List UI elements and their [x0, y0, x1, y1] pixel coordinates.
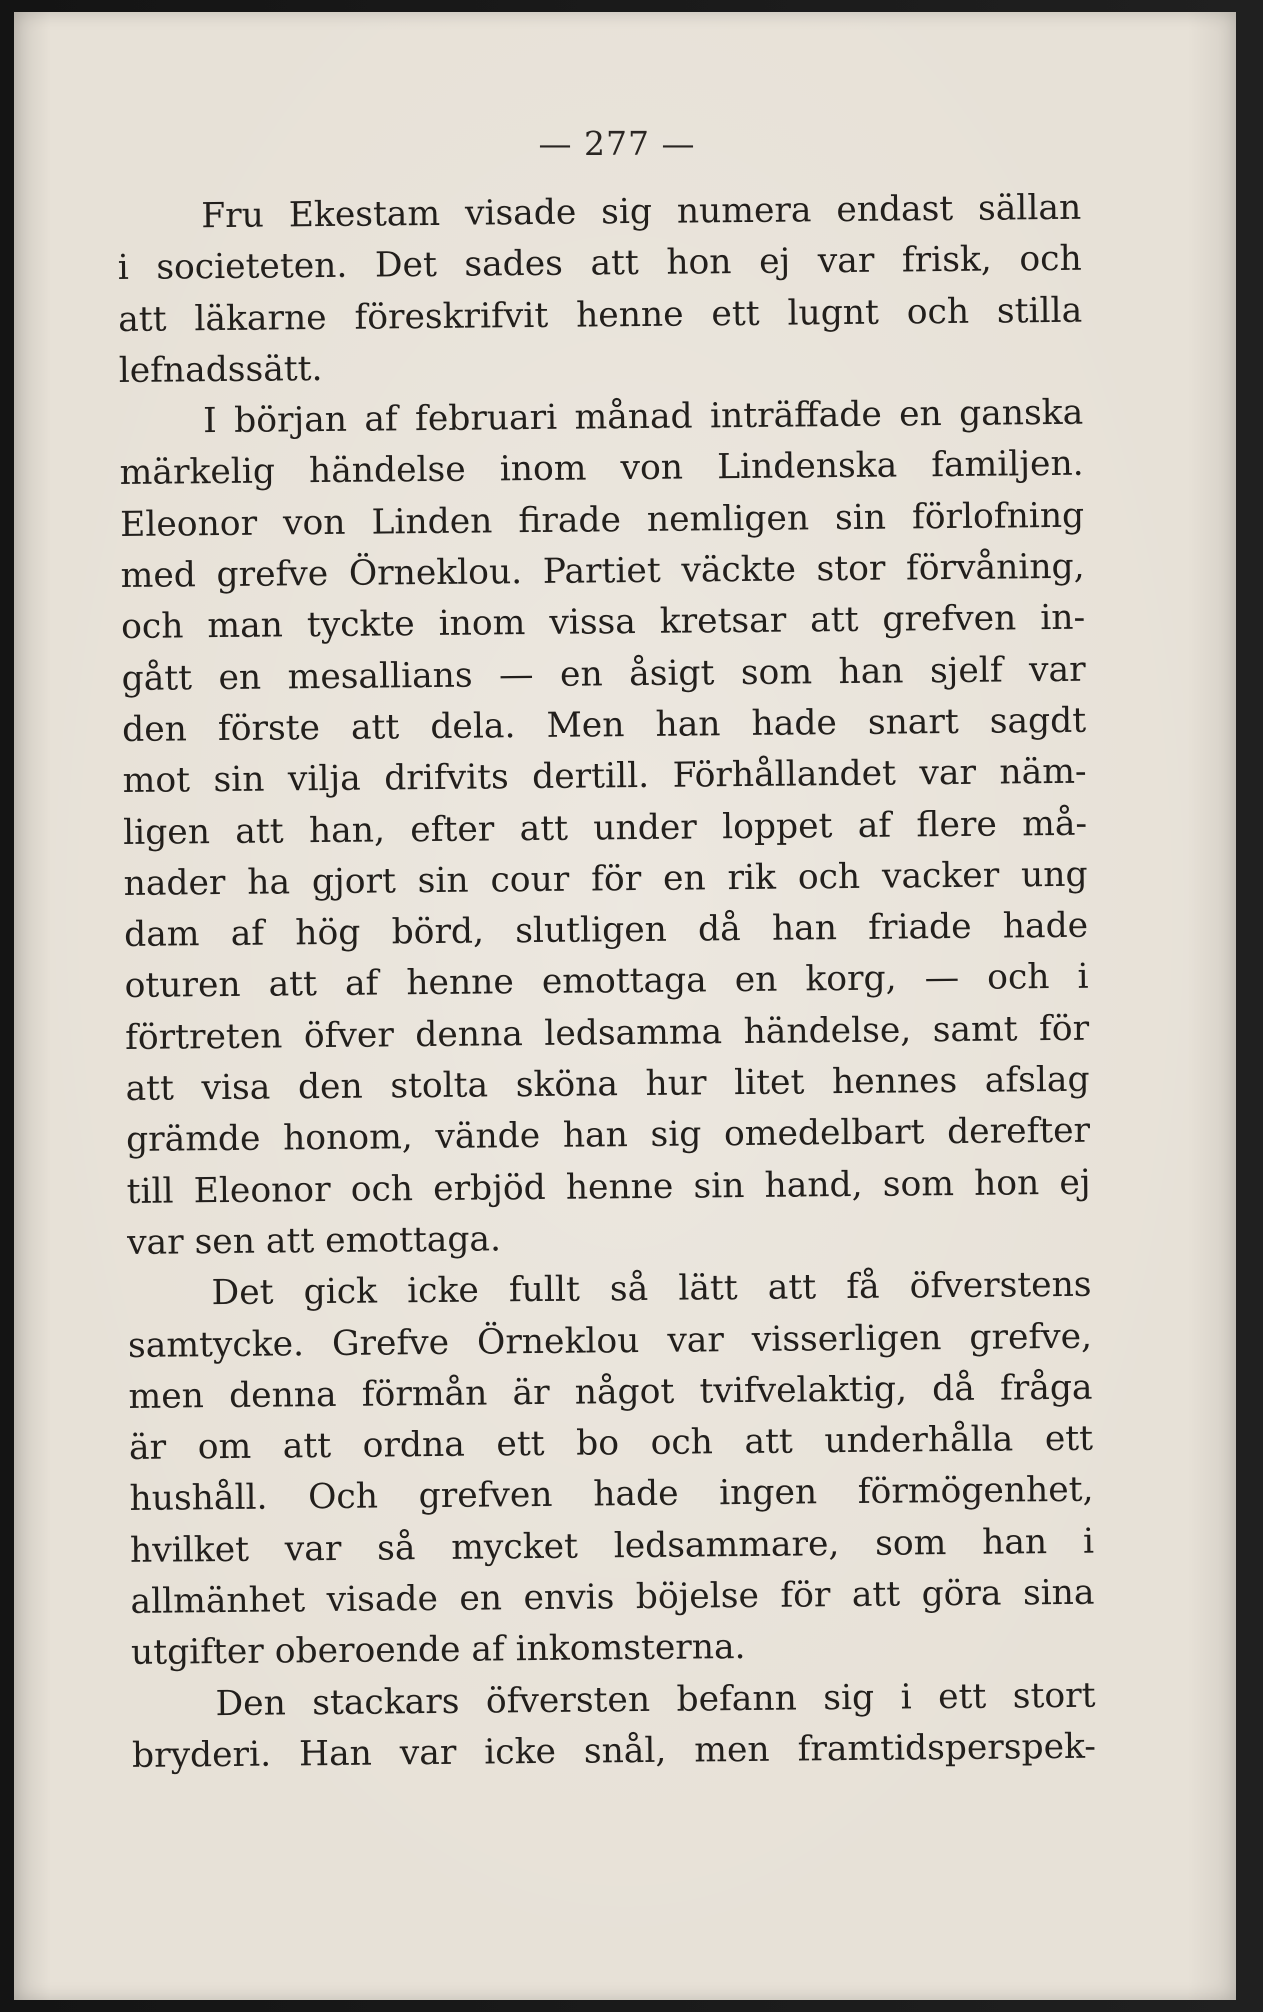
- text-line: hushåll. Och grefven hade ingen förmögenhet,: [129, 1470, 1094, 1520]
- text-line: men denna förmån är något tvifvelaktig, då fråga: [128, 1367, 1093, 1417]
- text-line: och man tyckte inom vissa kretsar att grefven in-: [120, 598, 1086, 648]
- page-number: — 277 —: [538, 124, 696, 163]
- text-line: oturen att af henne emottaga en korg, — och i: [124, 957, 1089, 1007]
- text-line: gått en mesallians — en åsigt som han sjelf var: [121, 649, 1086, 699]
- text-line: var sen att emottaga.: [126, 1219, 502, 1263]
- text-line: Eleonor von Linden firade nemligen sin förlofning: [120, 495, 1085, 545]
- text-line: är om att ordna ett bo och att underhålla ett: [128, 1418, 1094, 1469]
- text-line: hvilket var så mycket ledsammare, som han i: [129, 1521, 1095, 1571]
- text-line: mot sin vilja drifvits dertill. Förhållandet var näm-: [122, 751, 1087, 802]
- text-line: samtycke. Grefve Örneklou var visserligen grefve,: [127, 1316, 1093, 1366]
- body-text: [117, 183, 1096, 1782]
- text-line: att läkarne föreskrifvit henne ett lugnt och stilla: [118, 290, 1083, 340]
- text-line: att visa den stolta sköna hur litet hennes afslag: [125, 1059, 1090, 1110]
- text-line: allmänhet visade en envis böjelse för att göra sina: [130, 1572, 1095, 1622]
- text-line: förtreten öfver denna ledsamma händelse, samt för: [124, 1008, 1090, 1058]
- text-line: den förste att dela. Men han hade snart sagdt: [121, 700, 1087, 750]
- text-line: till Eleonor och erbjöd henne sin hand, som hon ej: [126, 1162, 1091, 1212]
- text-line: ligen att han, efter att under loppet af flere må-: [122, 803, 1088, 853]
- text-line: Det gick icke fullt så lätt att få öfverstens: [211, 1264, 1092, 1314]
- text-line: nader ha gjort sin cour för en rik och vacker ung: [123, 854, 1088, 904]
- text-line: i societeten. Det sades att hon ej var frisk, och: [117, 239, 1082, 289]
- text-line: Fru Ekestam visade sig numera endast sällan: [201, 187, 1082, 237]
- text-line: grämde honom, vände han sig omedelbart derefter: [125, 1111, 1091, 1161]
- text-line: märkelig händelse inom von Lindenska familjen.: [119, 444, 1084, 494]
- text-line: utgifter oberoende af inkomsterna.: [130, 1627, 746, 1674]
- text-line: bryderi. Han var icke snål, men framtidsperspek-: [131, 1726, 1097, 1776]
- text-line: dam af hög börd, slutligen då han friade hade: [123, 905, 1089, 956]
- text-line: I början af februari månad inträffade en ganska: [203, 392, 1084, 442]
- text-line: med grefve Örneklou. Partiet väckte stor förvåning,: [120, 546, 1085, 597]
- text-line: Den stackars öfversten befann sig i ett stort: [215, 1675, 1096, 1724]
- book-page: [14, 12, 1236, 2000]
- text-line: lefnadssätt.: [118, 348, 323, 391]
